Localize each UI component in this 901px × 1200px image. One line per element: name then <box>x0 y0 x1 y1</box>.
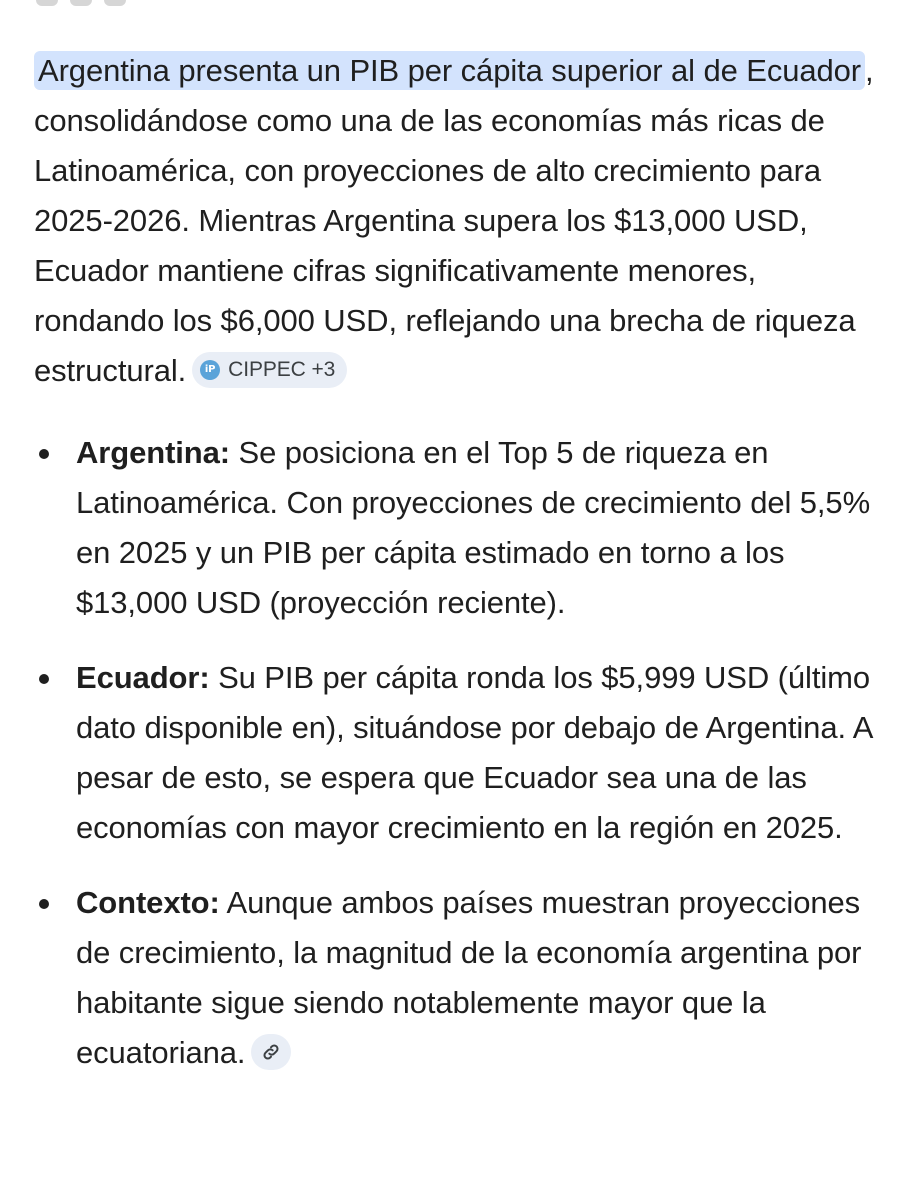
bullet-title: Ecuador: <box>76 660 210 695</box>
response-content <box>34 46 874 1103</box>
source-chip[interactable] <box>192 352 347 388</box>
list-item <box>34 653 874 853</box>
intro-last-word: estructural. <box>34 353 187 388</box>
bullet-text: Su PIB per cápita ronda los $5,999 USD (último dato disponible en), situándose por debajo de Argentina. A pesar de esto, se espera que Ecuador sea una de las economías con mayor crecimiento en la región en 2025. <box>76 660 872 845</box>
cippec-source-icon: iP <box>200 360 220 380</box>
highlighted-claim[interactable]: Argentina presenta un PIB per cápita superior al de Ecuador <box>34 51 865 90</box>
link-chip[interactable] <box>251 1034 291 1070</box>
loading-indicator <box>36 0 126 6</box>
link-icon <box>261 1042 281 1062</box>
bullet-icon <box>39 899 49 909</box>
bullet-icon <box>39 674 49 684</box>
bullet-text: Se posiciona en el Top 5 de riqueza en Latinoamérica. Con proyecciones de crecimiento del 5,5% en 2025 y un PIB per cápita estimado en torno a los $13,000 USD (proyección reciente). <box>76 435 871 620</box>
bullet-list <box>34 428 874 1078</box>
intro-text: , consolidándose como una de las economías más ricas de Latinoamérica, con proyecciones de alto crecimiento para 2025-2026. Mientras Argentina supera los $13,000 USD, Ecuador mantiene cifras significativamente menores, rondando los $6,000 USD, reflejando una brecha de riqueza <box>34 53 874 338</box>
list-item <box>34 878 874 1078</box>
bullet-title: Contexto: <box>76 885 220 920</box>
bullet-text: Aunque ambos países muestran proyecciones de crecimiento, la magnitud de la economía argentina por habitante sigue siendo notablemente mayor que la ecuatoriana. <box>76 885 862 1070</box>
source-chip-label: CIPPEC +3 <box>228 357 336 381</box>
bullet-title: Argentina: <box>76 435 231 470</box>
list-item <box>34 428 874 628</box>
bullet-icon <box>39 449 49 459</box>
intro-paragraph <box>34 46 874 396</box>
